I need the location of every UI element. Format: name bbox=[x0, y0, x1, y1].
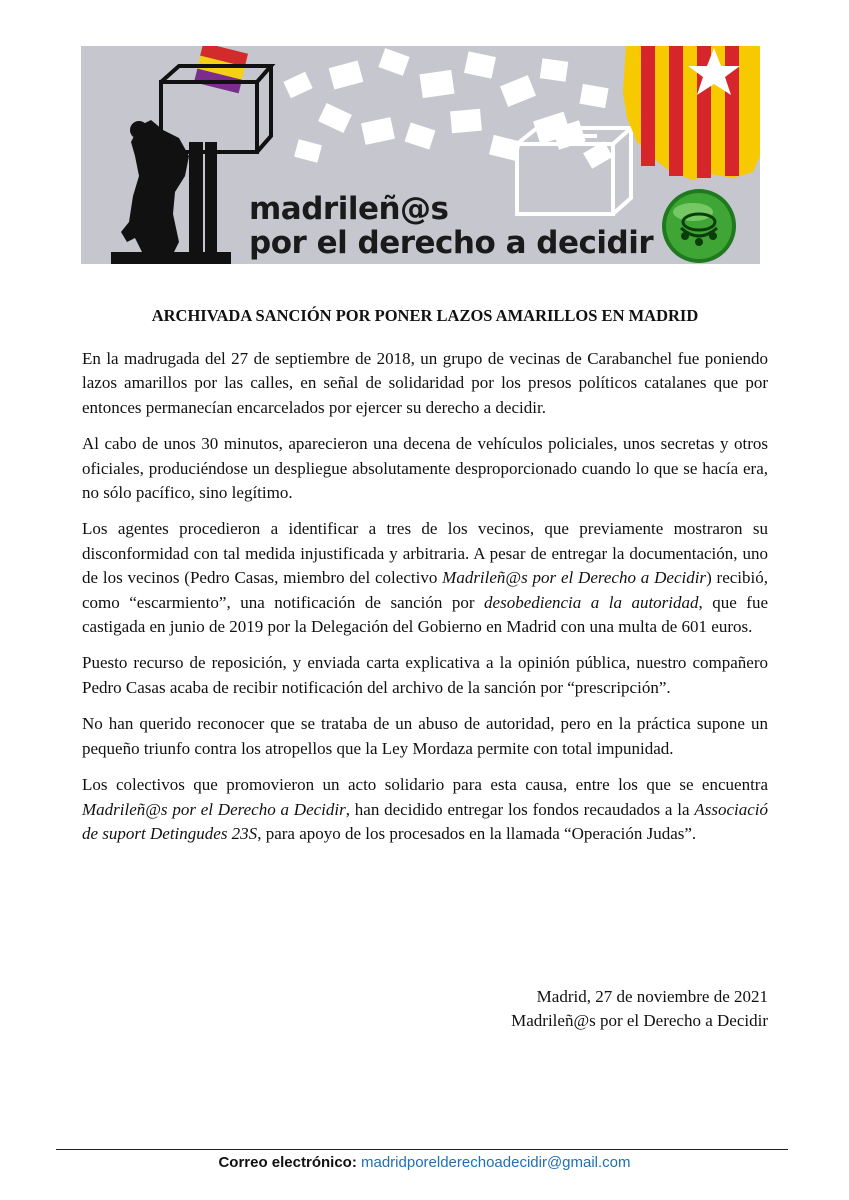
collective-name: Madrileñ@s por el Derecho a Decidir bbox=[442, 568, 707, 588]
association-name: Associació de suport Detingudes 23S bbox=[82, 799, 768, 843]
paragraph-6-text-a: Los colectivos que promovieron un acto solidario para esta causa, entre los que se encuentra bbox=[82, 775, 768, 795]
footer-divider bbox=[56, 1149, 788, 1150]
estelada-flag-icon bbox=[623, 46, 760, 180]
banner-title-line1: madrileñ@s bbox=[249, 191, 449, 227]
paragraph-1: En la madrugada del 27 de septiembre de 2018, un grupo de vecinas de Carabanchel fue poniendo lazos amarillos por las calles, en señal de solidaridad por los presos políticos catalanes que por entonces permanecían encarcelados por ejercer su derecho a decidir. bbox=[82, 349, 768, 417]
page-title: ARCHIVADA SANCIÓN POR PONER LAZOS AMARILLOS EN MADRID bbox=[151, 306, 699, 325]
paragraph-3-text-c: ) recibió, como “escarmiento”, una notificación de sanción por bbox=[82, 568, 769, 612]
offense-name: desobediencia a la autoridad bbox=[484, 592, 699, 612]
banner-title bbox=[249, 192, 653, 260]
paragraph-6-text-c: , han decidido entregar los fondos recaudados a la bbox=[345, 799, 695, 819]
collective-name-2: Madrileñ@s por el Derecho a Decidir bbox=[82, 799, 346, 819]
article-body bbox=[82, 347, 768, 858]
crown-logo-icon bbox=[662, 189, 736, 263]
footer-email-label: Correo electrónico: bbox=[218, 1154, 357, 1171]
header-banner bbox=[81, 46, 760, 264]
paragraph-6 bbox=[82, 773, 768, 846]
paragraph-5: No han querido reconocer que se trataba de un abuso de autoridad, pero en la práctica supone un pequeño triunfo contra los atropellos que la Ley Mordaza permite con total impunidad. bbox=[82, 714, 768, 758]
paragraph-2: Al cabo de unos 30 minutos, aparecieron una decena de vehículos policiales, unos secretas y otros oficiales, produciéndose un despliegue absolutamente desproporcionado cuando lo que se hacía era, no sólo pacífico, sino legítimo. bbox=[82, 434, 768, 503]
flying-ballots bbox=[283, 48, 613, 169]
paragraph-6-text-e: , para apoyo de los procesados en la llamada “Operación Judas”. bbox=[257, 823, 697, 843]
paragraph-3-text-a: Los agentes procedieron a identificar a tres de los vecinos, que previamente mostraron su disconformidad con tal medida injustificada y arbitraria. A pesar de entregar la documentación, uno de los vecinos (Pedro Casas, miembro del colectivo bbox=[82, 519, 768, 588]
signoff-place-date: Madrid, 27 de noviembre de 2021 bbox=[536, 987, 768, 1006]
paragraph-3-text-e: , que fue castigada en junio de 2019 por la Delegación del Gobierno en Madrid con una multa de 601 euros. bbox=[82, 592, 769, 637]
banner-title-line2: por el derecho a decidir bbox=[249, 225, 654, 261]
signoff-signature: Madrileñ@s por el Derecho a Decidir bbox=[511, 1011, 768, 1030]
signoff bbox=[511, 985, 768, 1033]
bear-madrono-icon bbox=[111, 120, 231, 264]
republican-flag-icon bbox=[194, 46, 248, 93]
paragraph-4: Puesto recurso de reposición, y enviada carta explicativa a la opinión pública, nuestro compañero Pedro Casas acaba de recibir notificación del archivo de la sanción por “prescripción”. bbox=[82, 653, 768, 697]
footer-email-link[interactable]: madridporelderechoadecidir@gmail.com bbox=[361, 1154, 631, 1171]
footer bbox=[0, 1154, 849, 1171]
paragraph-3 bbox=[82, 517, 768, 639]
